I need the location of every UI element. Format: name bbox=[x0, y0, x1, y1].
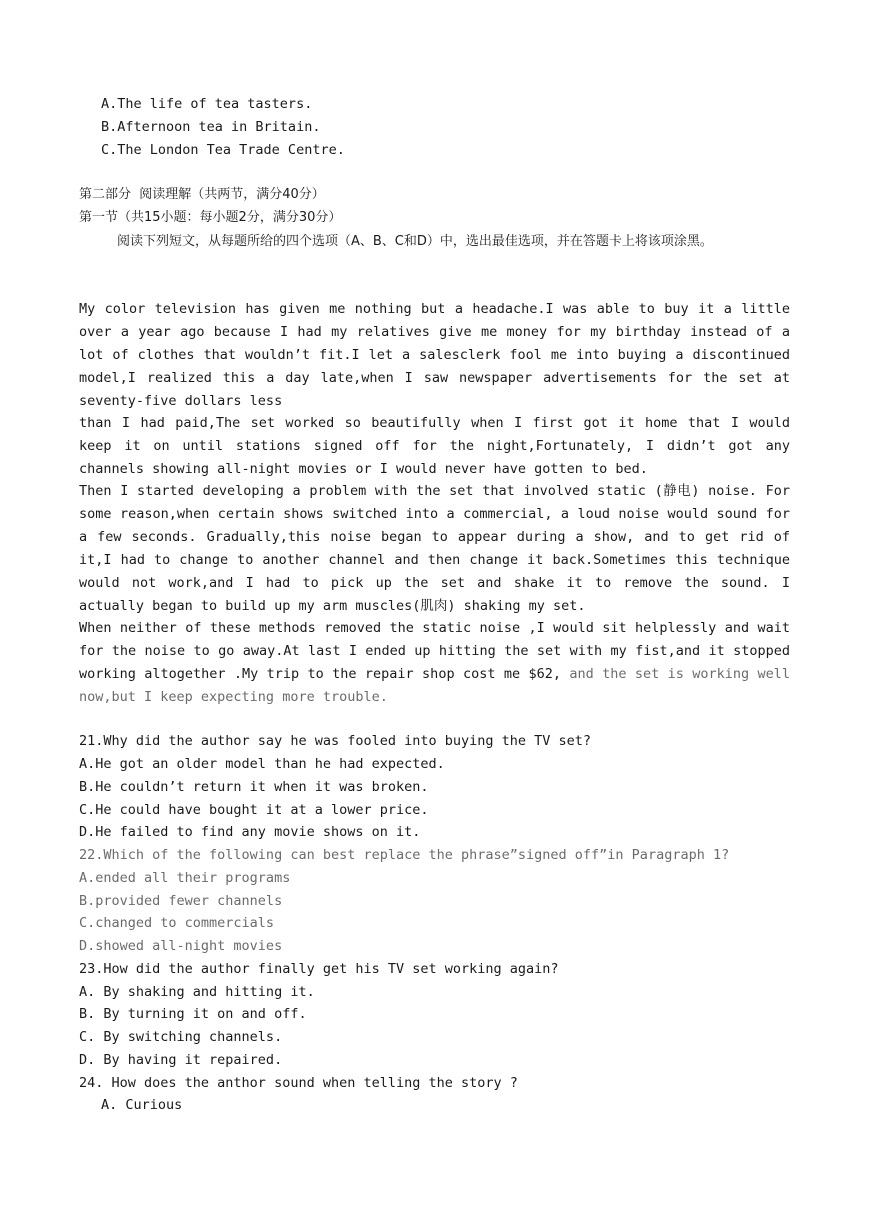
question-22-option-a: A.ended all their programs bbox=[79, 870, 291, 886]
question-22-option-c: C.changed to commercials bbox=[79, 915, 275, 931]
question-23-option-a: A. By shaking and hitting it. bbox=[79, 984, 315, 1000]
question-21-option-d: D.He failed to find any movie shows on it. bbox=[79, 824, 421, 840]
prev-option-a: A.The life of tea tasters. bbox=[101, 96, 313, 112]
paragraph-3-text-faded: and the set is working well now,but I keep expecting more trouble. bbox=[79, 665, 790, 705]
passage-paragraph-2: Then I started developing a problem with the set that involved static (静电) noise. For some reason,when certain shows switched into a commercial, a loud noise would sound for a few seconds. Gradually,this noise began to appear during a show, and to get rid of it,I had to change to another channel and then change it back.Sometimes this technique would not work,and I had to pick up the set and shake it to remove the sound. I actually began to build up my arm muscles(肌肉) shaking my set. bbox=[79, 483, 790, 614]
passage-paragraph-1a: My color television has given me nothing but a headache.I was able to buy it a little over a year ago because I had my relatives give me money for my birthday instead of a lot of clothes that wouldn’t fit.I let a salesclerk fool me into buying a discontinued model,I realized this a day late,when I saw newspaper advertisements for the set at seventy-five dollars less bbox=[79, 301, 790, 409]
question-22-option-b: B.provided fewer channels bbox=[79, 893, 283, 909]
question-23-option-d: D. By having it repaired. bbox=[79, 1052, 283, 1068]
question-22-option-d: D.showed all-night movies bbox=[79, 938, 283, 954]
question-22-stem: 22.Which of the following can best replace the phrase”signed off”in Paragraph 1? bbox=[79, 847, 730, 863]
question-23-stem: 23.How did the author finally get his TV set working again? bbox=[79, 961, 559, 977]
instructions: 阅读下列短文，从每题所给的四个选项（A、B、C和D）中，选出最佳选项，并在答题卡上将该项涂黑。 bbox=[117, 234, 713, 249]
passage-paragraph-3 bbox=[79, 617, 790, 709]
paragraph-3-text: When neither of these methods removed the static noise ,I would sit helplessly and wait for the noise to go away.At last I ended up hitting the set with my fist,and it stopped working altogether .My trip to the repair shop cost me $62, bbox=[79, 620, 790, 682]
question-21-option-b: B.He couldn’t return it when it was broken. bbox=[79, 779, 429, 795]
question-21-option-c: C.He could have bought it at a lower price. bbox=[79, 802, 429, 818]
prev-option-c: C.The London Tea Trade Centre. bbox=[101, 142, 345, 158]
question-24-stem: 24. How does the anthor sound when telling the story ? bbox=[79, 1075, 518, 1091]
question-23-option-b: B. By turning it on and off. bbox=[79, 1006, 307, 1022]
question-21-option-a: A.He got an older model than he had expected. bbox=[79, 756, 445, 772]
question-24-option-a: A. Curious bbox=[101, 1097, 183, 1113]
question-23-option-c: C. By switching channels. bbox=[79, 1029, 283, 1045]
section-title: 第一节（共15小题：每小题2分，满分30分） bbox=[79, 210, 342, 225]
part-title: 第二部分 阅读理解（共两节，满分40分） bbox=[79, 187, 325, 202]
question-21-stem: 21.Why did the author say he was fooled into buying the TV set? bbox=[79, 733, 592, 749]
prev-option-b: B.Afternoon tea in Britain. bbox=[101, 119, 321, 135]
passage-paragraph-1b: than I had paid,The set worked so beautifully when I first got it home that I would keep it on until stations signed off for the night,Fortunately, I didn’t got any channels showing all-night movies or I would never have gotten to bed. bbox=[79, 415, 790, 477]
